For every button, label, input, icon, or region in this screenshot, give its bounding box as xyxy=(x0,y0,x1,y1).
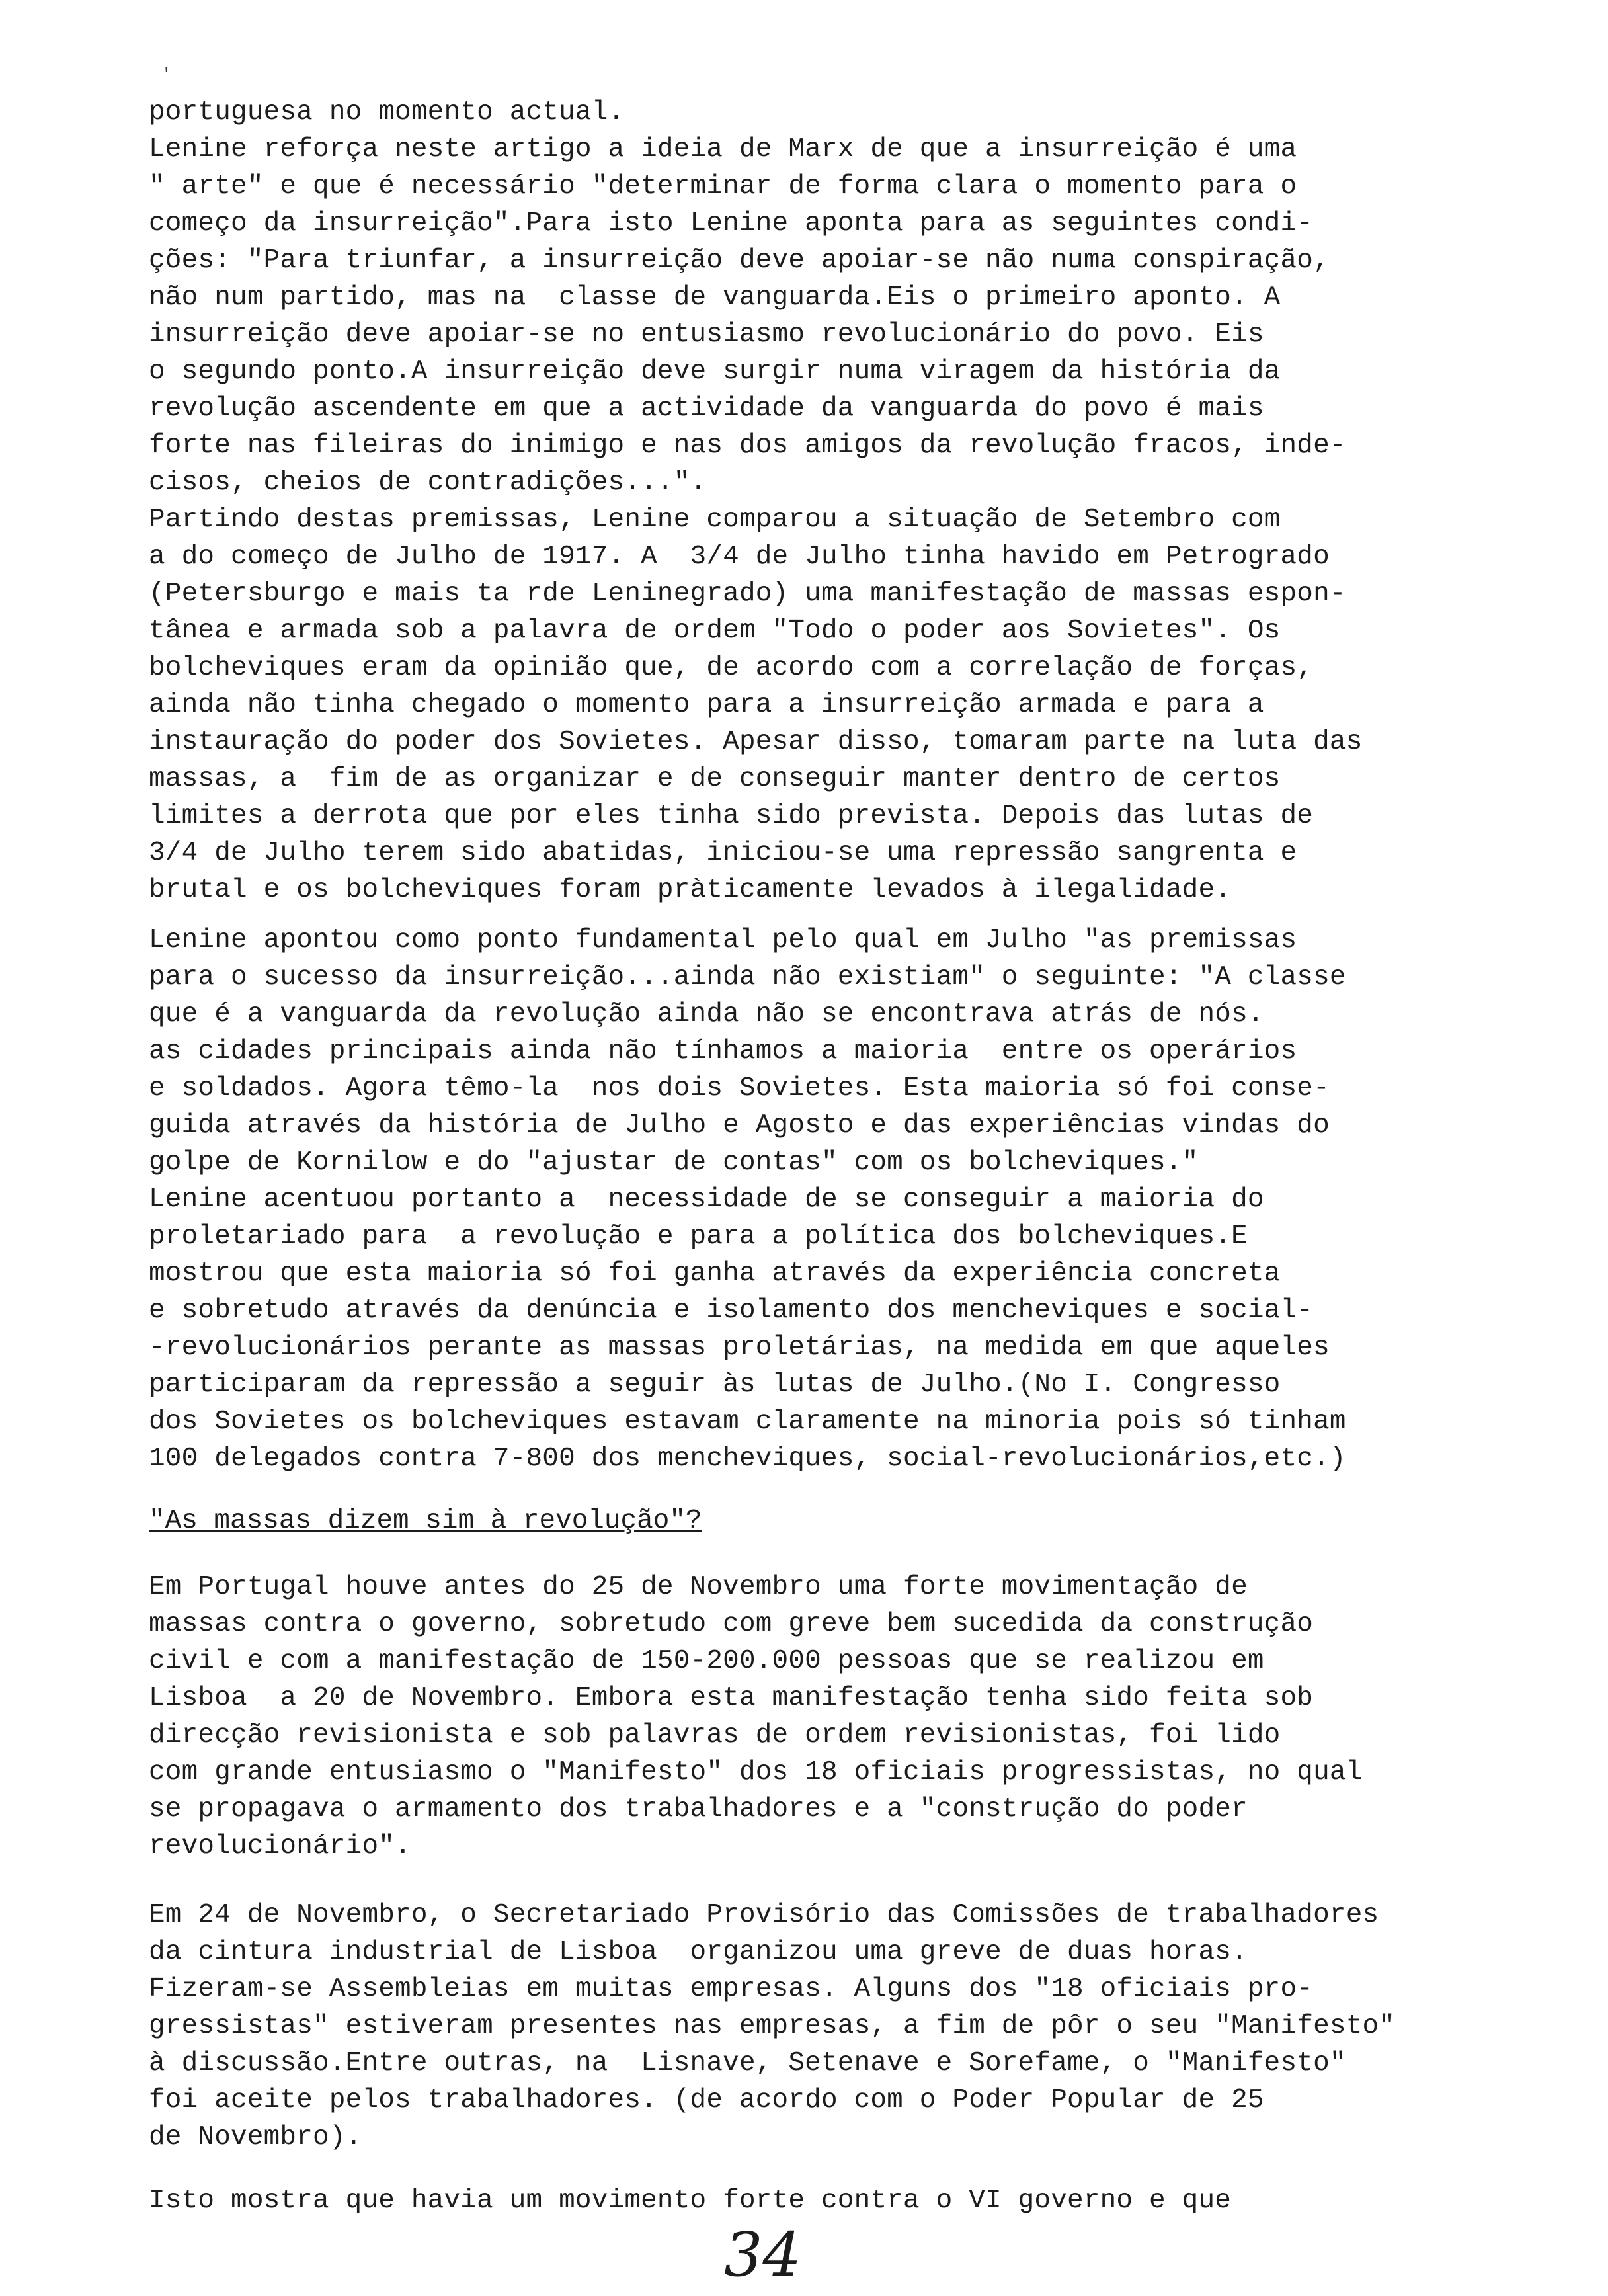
text-line: e sobretudo através da denúncia e isolamento dos mencheviques e social- xyxy=(149,1295,1314,1326)
text-line: revolução ascendente em que a actividade da vanguarda do povo é mais xyxy=(149,393,1264,424)
text-line: Lenine acentuou portanto a necessidade de se conseguir a maioria do xyxy=(149,1184,1264,1215)
text-line: as cidades principais ainda não tínhamos a maioria entre os operários xyxy=(149,1036,1297,1067)
text-line: a do começo de Julho de 1917. A 3/4 de Julho tinha havido em Petrogrado xyxy=(149,542,1330,572)
text-line: -revolucionários perante as massas proletárias, na medida em que aqueles xyxy=(149,1332,1330,1363)
text-line: Fizeram-se Assembleias em muitas empresas. Alguns dos "18 oficiais pro- xyxy=(149,1974,1314,2004)
text-line: massas, a fim de as organizar e de conseguir manter dentro de certos xyxy=(149,764,1281,794)
text-line: Isto mostra que havia um movimento forte contra o VI governo e que xyxy=(149,2186,1232,2216)
text-line: limites a derrota que por eles tinha sido prevista. Depois das lutas de xyxy=(149,801,1314,831)
text-line: que é a vanguarda da revolução ainda não se encontrava atrás de nós. xyxy=(149,999,1264,1030)
text-line: foi aceite pelos trabalhadores. (de acordo com o Poder Popular de 25 xyxy=(149,2085,1264,2115)
text-line: ções: "Para triunfar, a insurreição deve apoiar-se não numa conspiração, xyxy=(149,245,1330,276)
text-line: começo da insurreição".Para isto Lenine aponta para as seguintes condi- xyxy=(149,208,1314,239)
text-line: Partindo destas premissas, Lenine comparou a situação de Setembro com xyxy=(149,505,1281,535)
text-line: mostrou que esta maioria só foi ganha através da experiência concreta xyxy=(149,1258,1281,1289)
text-line: golpe de Kornilow e do "ajustar de contas" com os bolcheviques." xyxy=(149,1147,1199,1178)
text-line: Lenine apontou como ponto fundamental pelo qual em Julho "as premissas xyxy=(149,925,1297,956)
text-line: brutal e os bolcheviques foram pràticamente levados à ilegalidade. xyxy=(149,875,1232,905)
stray-mark: ' xyxy=(162,66,171,83)
text-line: 100 delegados contra 7-800 dos mencheviques, social-revolucionários,etc.) xyxy=(149,1444,1346,1474)
text-line: guida através da história de Julho e Agosto e das experiências vindas do xyxy=(149,1110,1330,1141)
text-line: de Novembro). xyxy=(149,2122,362,2152)
section-heading: "As massas dizem sim à revolução"? xyxy=(149,1506,702,1536)
text-line: insurreição deve apoiar-se no entusiasmo revolucionário do povo. Eis xyxy=(149,319,1264,350)
text-line: massas contra o governo, sobretudo com greve bem sucedida da construção xyxy=(149,1609,1314,1639)
text-line: participaram da repressão a seguir às lutas de Julho.(No I. Congresso xyxy=(149,1370,1281,1400)
text-line: portuguesa no momento actual. xyxy=(149,97,625,128)
text-line: dos Sovietes os bolcheviques estavam claramente na minoria pois só tinham xyxy=(149,1407,1346,1437)
text-line: se propagava o armamento dos trabalhadores e a "construção do poder xyxy=(149,1794,1248,1824)
text-line: e soldados. Agora têmo-la nos dois Sovietes. Esta maioria só foi conse- xyxy=(149,1073,1330,1104)
text-line: ainda não tinha chegado o momento para a insurreição armada e para a xyxy=(149,690,1264,720)
text-line: para o sucesso da insurreição...ainda não existiam" o seguinte: "A classe xyxy=(149,962,1346,993)
text-line: gressistas" estiveram presentes nas empresas, a fim de pôr o seu "Manifesto" xyxy=(149,2011,1396,2041)
text-line: forte nas fileiras do inimigo e nas dos amigos da revolução fracos, inde- xyxy=(149,430,1346,461)
text-line: Em 24 de Novembro, o Secretariado Provisório das Comissões de trabalhadores xyxy=(149,1900,1379,1930)
text-line: da cintura industrial de Lisboa organizou uma greve de duas horas. xyxy=(149,1937,1248,1967)
text-line: bolcheviques eram da opinião que, de acordo com a correlação de forças, xyxy=(149,653,1314,683)
text-line: civil e com a manifestação de 150-200.000 pessoas que se realizou em xyxy=(149,1646,1264,1676)
text-line: com grande entusiasmo o "Manifesto" dos 18 oficiais progressistas, no qual xyxy=(149,1757,1363,1787)
text-line: Lisboa a 20 de Novembro. Embora esta manifestação tenha sido feita sob xyxy=(149,1683,1314,1713)
text-line: proletariado para a revolução e para a política dos bolcheviques.E xyxy=(149,1221,1248,1252)
text-line: cisos, cheios de contradições...". xyxy=(149,468,707,498)
text-line: à discussão.Entre outras, na Lisnave, Setenave e Sorefame, o "Manifesto" xyxy=(149,2048,1346,2078)
text-line: o segundo ponto.A insurreição deve surgir numa viragem da história da xyxy=(149,356,1281,387)
text-line: direcção revisionista e sob palavras de ordem revisionistas, foi lido xyxy=(149,1720,1281,1750)
text-line: Em Portugal houve antes do 25 de Novembro uma forte movimentação de xyxy=(149,1572,1248,1602)
text-line: tânea e armada sob a palavra de ordem "Todo o poder aos Sovietes". Os xyxy=(149,616,1281,646)
text-line: revolucionário". xyxy=(149,1831,411,1862)
page-number: 34 xyxy=(724,2219,802,2290)
text-line: " arte" e que é necessário "determinar de forma clara o momento para o xyxy=(149,171,1297,202)
text-line: (Petersburgo e mais ta rde Leninegrado) uma manifestação de massas espon- xyxy=(149,579,1346,609)
text-line: instauração do poder dos Sovietes. Apesar disso, tomaram parte na luta das xyxy=(149,727,1363,757)
text-line: 3/4 de Julho terem sido abatidas, iniciou-se uma repressão sangrenta e xyxy=(149,838,1297,868)
text-line: não num partido, mas na classe de vanguarda.Eis o primeiro aponto. A xyxy=(149,282,1281,313)
text-line: Lenine reforça neste artigo a ideia de Marx de que a insurreição é uma xyxy=(149,134,1297,165)
